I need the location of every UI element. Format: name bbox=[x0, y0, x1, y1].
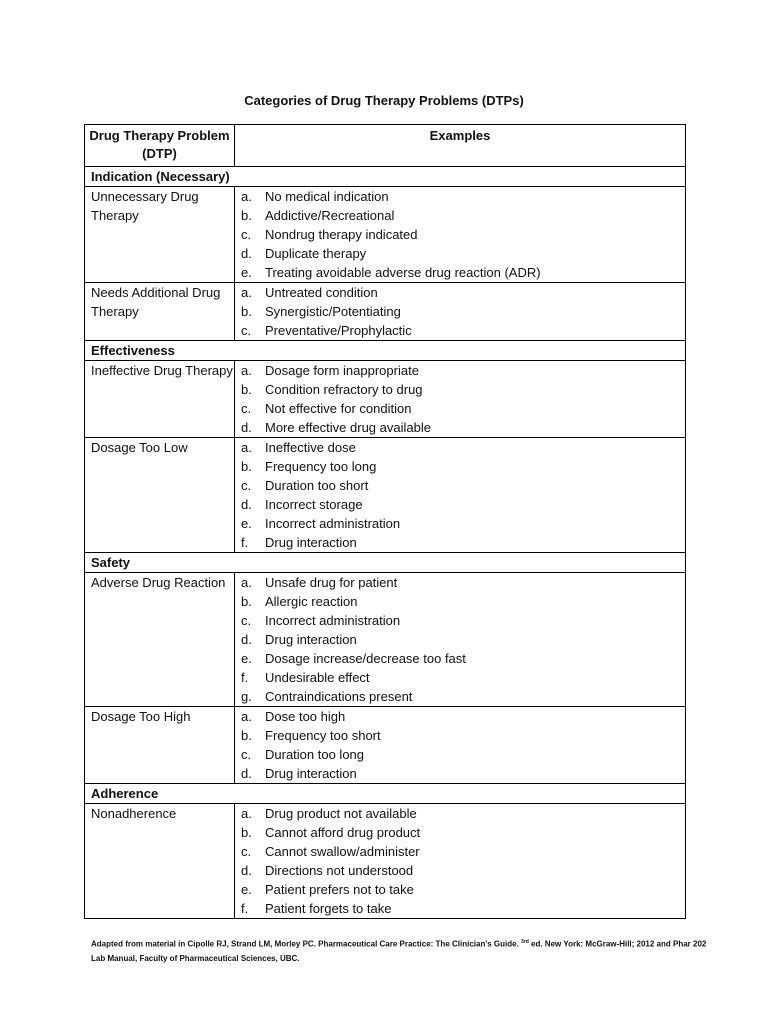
list-item-letter: b. bbox=[241, 382, 252, 397]
list-item-text: Duration too short bbox=[265, 478, 369, 493]
list-item-text: Cannot afford drug product bbox=[265, 825, 421, 840]
list-item bbox=[241, 302, 685, 321]
list-item-text: Incorrect administration bbox=[265, 613, 401, 628]
list-item-letter: b. bbox=[241, 728, 252, 743]
list-item bbox=[241, 514, 685, 533]
dtp-name: Nonadherence bbox=[85, 804, 235, 919]
table-header-row bbox=[85, 125, 686, 167]
list-item bbox=[241, 225, 685, 244]
list-item-text: Cannot swallow/administer bbox=[265, 844, 420, 859]
list-item-text: Unsafe drug for patient bbox=[265, 575, 398, 590]
dtp-name: Ineffective Drug Therapy bbox=[85, 361, 235, 438]
list-item-letter: d. bbox=[241, 766, 252, 781]
list-item-letter: c. bbox=[241, 478, 252, 493]
list-item bbox=[241, 244, 685, 263]
footnote-text: Adapted from material in Cipolle RJ, Strand LM, Morley PC. Pharmaceutical Care Practice: The Clinician's Guide. bbox=[91, 939, 522, 949]
list-item-text: Condition refractory to drug bbox=[265, 382, 423, 397]
list-item bbox=[241, 707, 685, 726]
dtp-name: Needs Additional Drug Therapy bbox=[85, 283, 235, 341]
list-item-letter: d. bbox=[241, 246, 252, 261]
list-item-letter: d. bbox=[241, 632, 252, 647]
list-item bbox=[241, 764, 685, 783]
examples-list bbox=[235, 187, 686, 283]
list-item-text: Incorrect administration bbox=[265, 516, 401, 531]
examples-list bbox=[235, 283, 686, 341]
footnote-edition-sup: 3rd bbox=[521, 939, 529, 945]
list-item-letter: b. bbox=[241, 459, 252, 474]
problem-row bbox=[85, 707, 686, 784]
examples-list bbox=[235, 573, 686, 707]
list-item-letter: e. bbox=[241, 651, 252, 666]
table-body bbox=[85, 167, 686, 919]
list-item-text: Ineffective dose bbox=[265, 440, 356, 455]
list-item bbox=[241, 321, 685, 340]
list-item-letter: c. bbox=[241, 844, 252, 859]
list-item-text: More effective drug available bbox=[265, 420, 431, 435]
header-examples: Examples bbox=[235, 125, 686, 167]
header-dtp: Drug Therapy Problem (DTP) bbox=[85, 125, 235, 167]
examples-list bbox=[235, 361, 686, 438]
list-item-letter: d. bbox=[241, 863, 252, 878]
list-item-text: Drug interaction bbox=[265, 766, 357, 781]
dtp-table bbox=[84, 124, 686, 919]
list-item-text: Addictive/Recreational bbox=[265, 208, 395, 223]
dtp-name: Dosage Too Low bbox=[85, 438, 235, 553]
examples-list bbox=[235, 804, 686, 919]
list-item-text: Drug interaction bbox=[265, 535, 357, 550]
list-item-text: Not effective for condition bbox=[265, 401, 412, 416]
category-label: Indication (Necessary) bbox=[85, 167, 686, 187]
list-item-text: Dose too high bbox=[265, 709, 346, 724]
list-item bbox=[241, 495, 685, 514]
category-label: Effectiveness bbox=[85, 341, 686, 361]
category-row bbox=[85, 341, 686, 361]
list-item bbox=[241, 804, 685, 823]
list-item bbox=[241, 283, 685, 302]
list-item bbox=[241, 687, 685, 706]
list-item-text: Frequency too long bbox=[265, 459, 377, 474]
list-item-letter: a. bbox=[241, 440, 252, 455]
problem-row bbox=[85, 361, 686, 438]
list-item bbox=[241, 880, 685, 899]
page-title: Categories of Drug Therapy Problems (DTPs) bbox=[244, 93, 524, 108]
list-item-letter: e. bbox=[241, 265, 252, 280]
list-item bbox=[241, 573, 685, 592]
list-item-text: Duplicate therapy bbox=[265, 246, 367, 261]
problem-row bbox=[85, 283, 686, 341]
list-item-text: Untreated condition bbox=[265, 285, 378, 300]
list-item-text: Dosage form inappropriate bbox=[265, 363, 419, 378]
list-item-text: Dosage increase/decrease too fast bbox=[265, 651, 466, 666]
list-item-letter: d. bbox=[241, 420, 252, 435]
list-item bbox=[241, 187, 685, 206]
list-item-letter: a. bbox=[241, 285, 252, 300]
footnote-text-cont: ed. New York: McGraw-Hill; 2012 and Phar 202 Lab Manual, Faculty of Pharmaceutical Sciences, UBC. bbox=[91, 939, 707, 963]
list-item-letter: g. bbox=[241, 689, 252, 704]
category-row bbox=[85, 167, 686, 187]
list-item-text: Synergistic/Potentiating bbox=[265, 304, 401, 319]
list-item bbox=[241, 263, 685, 282]
list-item-letter: f. bbox=[241, 535, 249, 550]
list-item-letter: b. bbox=[241, 825, 252, 840]
list-item bbox=[241, 533, 685, 552]
list-item-text: Drug interaction bbox=[265, 632, 357, 647]
problem-row bbox=[85, 438, 686, 553]
problem-row bbox=[85, 187, 686, 283]
problem-row bbox=[85, 804, 686, 919]
list-item-text: Undesirable effect bbox=[265, 670, 370, 685]
list-item bbox=[241, 823, 685, 842]
list-item-text: No medical indication bbox=[265, 189, 389, 204]
category-row bbox=[85, 553, 686, 573]
list-item-text: Treating avoidable adverse drug reaction (ADR) bbox=[265, 265, 541, 280]
list-item bbox=[241, 206, 685, 225]
list-item-letter: e. bbox=[241, 882, 252, 897]
list-item bbox=[241, 380, 685, 399]
list-item-text: Duration too long bbox=[265, 747, 365, 762]
list-item-text: Patient forgets to take bbox=[265, 901, 392, 916]
list-item-letter: c. bbox=[241, 323, 252, 338]
list-item bbox=[241, 611, 685, 630]
dtp-name: Dosage Too High bbox=[85, 707, 235, 784]
list-item-letter: a. bbox=[241, 575, 252, 590]
list-item-letter: a. bbox=[241, 189, 252, 204]
list-item-text: Frequency too short bbox=[265, 728, 381, 743]
list-item bbox=[241, 592, 685, 611]
list-item-letter: c. bbox=[241, 613, 252, 628]
list-item-letter: c. bbox=[241, 227, 252, 242]
list-item bbox=[241, 361, 685, 380]
list-item-letter: a. bbox=[241, 363, 252, 378]
list-item-letter: b. bbox=[241, 594, 252, 609]
list-item bbox=[241, 745, 685, 764]
category-row bbox=[85, 784, 686, 804]
list-item bbox=[241, 861, 685, 880]
dtp-name: Adverse Drug Reaction bbox=[85, 573, 235, 707]
list-item bbox=[241, 399, 685, 418]
list-item bbox=[241, 418, 685, 437]
list-item-letter: d. bbox=[241, 497, 252, 512]
dtp-name: Unnecessary Drug Therapy bbox=[85, 187, 235, 283]
list-item-letter: b. bbox=[241, 208, 252, 223]
examples-list bbox=[235, 707, 686, 784]
list-item-text: Nondrug therapy indicated bbox=[265, 227, 418, 242]
list-item bbox=[241, 457, 685, 476]
list-item bbox=[241, 842, 685, 861]
problem-row bbox=[85, 573, 686, 707]
list-item bbox=[241, 649, 685, 668]
list-item bbox=[241, 668, 685, 687]
footnote bbox=[91, 935, 711, 966]
list-item-letter: c. bbox=[241, 401, 252, 416]
list-item-text: Patient prefers not to take bbox=[265, 882, 414, 897]
list-item-text: Allergic reaction bbox=[265, 594, 358, 609]
list-item bbox=[241, 726, 685, 745]
list-item-text: Preventative/Prophylactic bbox=[265, 323, 412, 338]
examples-list bbox=[235, 438, 686, 553]
list-item bbox=[241, 630, 685, 649]
list-item-text: Contraindications present bbox=[265, 689, 413, 704]
list-item-letter: f. bbox=[241, 901, 249, 916]
list-item-letter: c. bbox=[241, 747, 252, 762]
list-item-text: Incorrect storage bbox=[265, 497, 363, 512]
list-item-letter: a. bbox=[241, 709, 252, 724]
category-label: Safety bbox=[85, 553, 686, 573]
list-item bbox=[241, 899, 685, 918]
list-item-letter: a. bbox=[241, 806, 252, 821]
list-item-letter: e. bbox=[241, 516, 252, 531]
list-item-text: Drug product not available bbox=[265, 806, 417, 821]
list-item-letter: f. bbox=[241, 670, 249, 685]
list-item-text: Directions not understood bbox=[265, 863, 414, 878]
list-item bbox=[241, 476, 685, 495]
category-label: Adherence bbox=[85, 784, 686, 804]
list-item-letter: b. bbox=[241, 304, 252, 319]
list-item bbox=[241, 438, 685, 457]
